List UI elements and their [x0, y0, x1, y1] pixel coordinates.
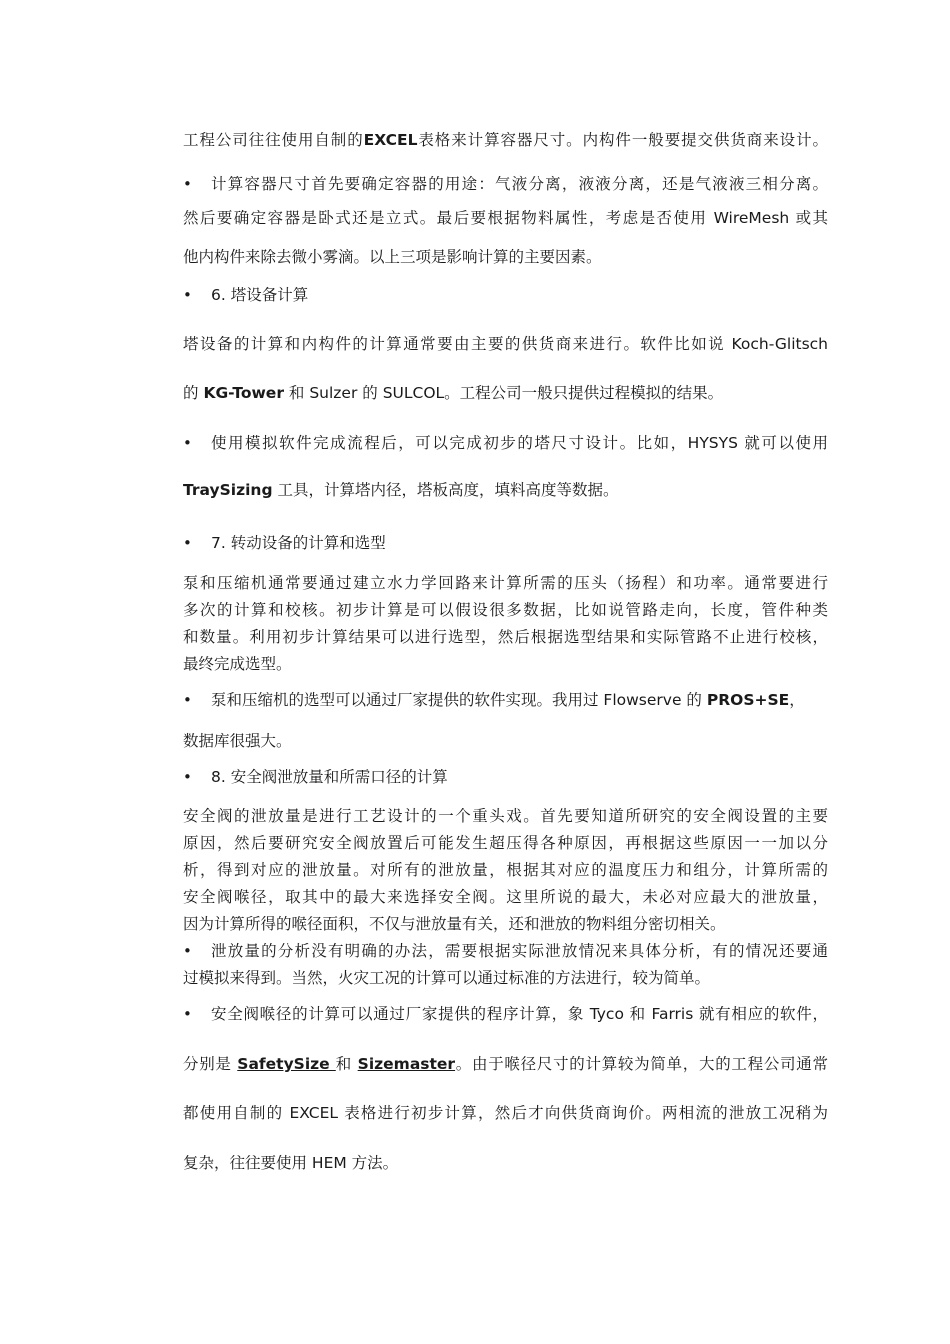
- bullet-marker: •: [183, 691, 192, 709]
- section-heading-8: 8. 安全阀泄放量和所需口径的计算: [211, 768, 448, 786]
- bullet-marker: •: [183, 175, 192, 193]
- paragraph-relief-line3: 析，得到对应的泄放量。对所有的泄放量，根据其对应的温度压力和组分，计算所需的: [183, 861, 828, 879]
- bullet-flowserve-line1: 泵和压缩机的选型可以通过厂家提供的软件实现。我用过 Flowserve 的 PROS+SE，: [211, 691, 805, 709]
- paragraph-container-sizing: 工程公司往往使用自制的EXCEL表格来计算容器尺寸。内构件一般要提交供货商来设计。: [183, 131, 828, 149]
- safetysize-link[interactable]: SafetySize: [237, 1055, 336, 1073]
- bullet-marker: •: [183, 534, 192, 552]
- bullet-orifice-line2: 分别是 SafetySize 和 Sizemaster。由于喉径尺寸的计算较为简单，大的工程公司通常: [183, 1055, 828, 1073]
- paragraph-pump-line2: 多次的计算和校核。初步计算是可以假设很多数据，比如说管路走向，长度，管件种类: [183, 601, 828, 619]
- bullet-marker: •: [183, 768, 192, 786]
- paragraph-relief-line2: 原因，然后要研究安全阀放置后可能发生超压得各种原因，再根据这些原因一一加以分: [183, 834, 828, 852]
- bullet-relief-analysis-line2: 过模拟来得到。当然，火灾工况的计算可以通过标准的方法进行，较为简单。: [183, 969, 711, 987]
- bullet-vessel-sizing-line3: 他内构件来除去微小雾滴。以上三项是影响计算的主要因素。: [183, 248, 602, 266]
- paragraph-relief-line4: 安全阀喉径，取其中的最大来选择安全阀。这里所说的最大，未必对应最大的泄放量，: [183, 888, 828, 906]
- bullet-marker: •: [183, 434, 192, 452]
- bullet-vessel-sizing-line2: 然后要确定容器是卧式还是立式。最后要根据物料属性，考虑是否使用 WireMesh 或其: [183, 209, 828, 227]
- bullet-orifice-line3: 都使用自制的 EXCEL 表格进行初步计算，然后才向供货商询价。两相流的泄放工况稍为: [183, 1104, 828, 1122]
- bullet-marker: •: [183, 1005, 192, 1023]
- paragraph-pump-line3: 和数量。利用初步计算结果可以进行选型，然后根据选型结果和实际管路不止进行校核，: [183, 628, 828, 646]
- bullet-flowserve-line2: 数据库很强大。: [183, 732, 292, 750]
- bullet-hysys-line2: TraySizing 工具，计算塔内径，塔板高度，填料高度等数据。: [183, 481, 619, 499]
- paragraph-relief-line1: 安全阀的泄放量是进行工艺设计的一个重头戏。首先要知道所研究的安全阀设置的主要: [183, 807, 828, 825]
- paragraph-tower-line1: 塔设备的计算和内构件的计算通常要由主要的供货商来进行。软件比如说 Koch-Glitsch: [183, 335, 828, 353]
- bullet-orifice-line1: 安全阀喉径的计算可以通过厂家提供的程序计算，象 Tyco 和 Farris 就有相应的软件，: [211, 1005, 828, 1023]
- bullet-hysys-line1: 使用模拟软件完成流程后，可以完成初步的塔尺寸设计。比如，HYSYS 就可以使用: [211, 434, 828, 452]
- sizemaster-link[interactable]: Sizemaster: [357, 1055, 456, 1073]
- bullet-vessel-sizing-line1: 计算容器尺寸首先要确定容器的用途：气液分离，液液分离，还是气液液三相分离。: [211, 175, 828, 193]
- bullet-marker: •: [183, 942, 192, 960]
- paragraph-relief-line5: 因为计算所得的喉径面积，不仅与泄放量有关，还和泄放的物料组分密切相关。: [183, 915, 726, 933]
- paragraph-pump-line1: 泵和压缩机通常要通过建立水力学回路来计算所需的压头（扬程）和功率。通常要进行: [183, 574, 828, 592]
- section-heading-6: 6. 塔设备计算: [211, 286, 309, 304]
- bullet-marker: •: [183, 286, 192, 304]
- bullet-relief-analysis-line1: 泄放量的分析没有明确的办法，需要根据实际泄放情况来具体分析，有的情况还要通: [211, 942, 828, 960]
- paragraph-pump-line4: 最终完成选型。: [183, 655, 292, 673]
- bullet-orifice-line4: 复杂，往往要使用 HEM 方法。: [183, 1154, 399, 1172]
- paragraph-tower-line2: 的 KG-Tower 和 Sulzer 的 SULCOL。工程公司一般只提供过程模拟的结果。: [183, 384, 724, 402]
- section-heading-7: 7. 转动设备的计算和选型: [211, 534, 386, 552]
